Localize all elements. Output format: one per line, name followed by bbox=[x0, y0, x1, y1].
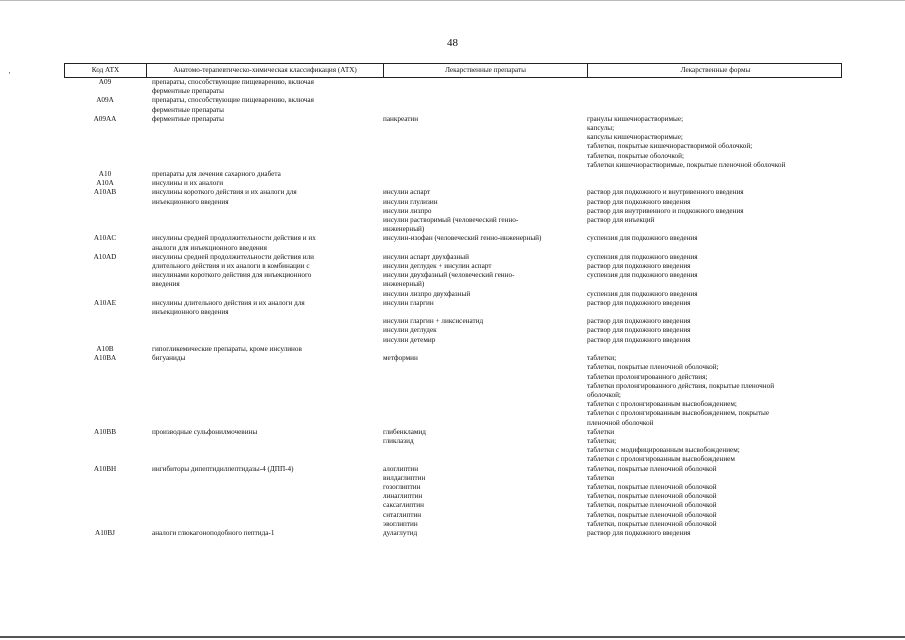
page-number: 48 bbox=[447, 37, 458, 49]
dosage-form-line: раствор для подкожного введения bbox=[587, 298, 691, 307]
classification-line: аналоги глюкагоноподобного пептида-1 bbox=[152, 528, 275, 537]
classification-line: инсулины средней продолжительности действия и их bbox=[152, 234, 316, 243]
dosage-form-line: раствор для подкожного введения bbox=[587, 317, 691, 326]
classification-line: аналоги для инъекционного введения bbox=[152, 243, 267, 252]
drug-line: инсулин деглудек + инсулин аспарт bbox=[383, 262, 492, 271]
classification-line: препараты, способствующие пищеварению, включая bbox=[152, 96, 314, 105]
dosage-form-line: таблетки, покрытые пленочной оболочкой bbox=[587, 464, 717, 473]
dosage-form-cell bbox=[587, 188, 842, 234]
table-row bbox=[64, 179, 842, 188]
classification-line: ферментные препараты bbox=[152, 105, 224, 114]
classification-line: бигуаниды bbox=[152, 354, 186, 363]
classification-cell bbox=[146, 465, 383, 529]
classification-cell bbox=[146, 345, 383, 354]
dosage-form-cell bbox=[587, 299, 842, 345]
drug-cell bbox=[383, 428, 587, 465]
drug-line: инсулин аспарт двухфазный bbox=[383, 252, 469, 261]
table-row bbox=[64, 529, 842, 538]
classification-cell bbox=[146, 179, 383, 188]
drug-line: панкреатин bbox=[383, 114, 419, 123]
classification-line: инсулины длительного действия и их аналоги для bbox=[152, 298, 305, 307]
atc-code: A10BA bbox=[93, 354, 117, 363]
dosage-form-line: таблетки, покрытые пленочной оболочкой; bbox=[587, 363, 719, 372]
drug-line: инсулин гларгин + ликсисенатид bbox=[383, 317, 484, 326]
dosage-form-cell bbox=[587, 78, 842, 96]
table-row bbox=[64, 299, 842, 345]
header-forms: Лекарственные формы bbox=[680, 66, 751, 74]
classification-cell bbox=[146, 115, 383, 170]
dosage-form-line: таблетки с пролонгированным высвобождением, покрытые bbox=[587, 409, 770, 418]
dosage-form-line: таблетки с пролонгированным высвобождением bbox=[587, 455, 735, 464]
drug-line: инсулин-изофан (человеческий генно-инженерный) bbox=[383, 234, 542, 243]
table-body bbox=[64, 78, 842, 538]
drug-line: инсулин деглудек bbox=[383, 326, 437, 335]
classification-cell bbox=[146, 428, 383, 465]
atc-code: A10BJ bbox=[95, 528, 115, 537]
drug-line: ситаглиптин bbox=[383, 510, 422, 519]
bottom-edge-line bbox=[0, 636, 905, 638]
classification-line: инсулинами короткого действия для инъекционного bbox=[152, 271, 312, 280]
drug-cell bbox=[383, 234, 587, 252]
classification-cell bbox=[146, 170, 383, 179]
drug-line: инсулин глулизин bbox=[383, 197, 438, 206]
dosage-form-line: раствор для подкожного и внутривенного введения bbox=[587, 188, 744, 197]
drug-line: инсулин гларгин bbox=[383, 298, 434, 307]
dosage-form-line: оболочкой; bbox=[587, 390, 621, 399]
classification-cell bbox=[146, 354, 383, 428]
dosage-form-line: суспензия для подкожного введения bbox=[587, 271, 698, 280]
drug-cell bbox=[383, 253, 587, 299]
dosage-form-line: таблетки, покрытые пленочной оболочкой bbox=[587, 501, 717, 510]
top-edge-line bbox=[0, 0, 905, 1]
table-row bbox=[64, 428, 842, 465]
drug-line: инсулин аспарт bbox=[383, 188, 431, 197]
classification-line: длительного действия и их аналоги в комбинации с bbox=[152, 262, 310, 271]
classification-line: инъекционного введения bbox=[152, 197, 229, 206]
dosage-form-line: раствор для инъекций bbox=[587, 216, 655, 225]
table-row bbox=[64, 188, 842, 234]
classification-cell bbox=[146, 188, 383, 234]
dosage-form-line bbox=[587, 225, 842, 234]
drug-cell bbox=[383, 115, 587, 170]
dosage-form-line: таблетки bbox=[587, 427, 615, 436]
drug-cell bbox=[383, 354, 587, 428]
dosage-form-line bbox=[587, 280, 842, 289]
drug-cell bbox=[383, 465, 587, 529]
atc-code: A10AC bbox=[93, 234, 117, 243]
classification-cell bbox=[146, 299, 383, 345]
dosage-form-cell bbox=[587, 179, 842, 188]
dosage-form-cell bbox=[587, 529, 842, 538]
dosage-form-line: раствор для подкожного введения bbox=[587, 335, 691, 344]
atc-code: A09AA bbox=[93, 114, 117, 123]
dosage-form-cell bbox=[587, 170, 842, 179]
dosage-form-line: таблетки, покрытые оболочкой; bbox=[587, 151, 684, 160]
drug-line: инсулин лизпро двухфазный bbox=[383, 289, 471, 298]
drug-line: глибенкламид bbox=[383, 427, 426, 436]
atc-code: A10AD bbox=[93, 252, 117, 261]
dosage-form-line: таблетки, покрытые пленочной оболочкой bbox=[587, 519, 717, 528]
atc-code: A10A bbox=[96, 179, 114, 188]
atc-code: A09A bbox=[96, 96, 114, 105]
dosage-form-line: таблетки; bbox=[587, 436, 617, 445]
classification-cell bbox=[146, 234, 383, 252]
drug-line: инсулин лизпро bbox=[383, 206, 432, 215]
classification-cell bbox=[146, 96, 383, 114]
classification-line: препараты, способствующие пищеварению, включая bbox=[152, 78, 314, 86]
table-row bbox=[64, 115, 842, 170]
drug-line: линаглиптин bbox=[383, 492, 423, 501]
dosage-form-line: таблетки пролонгированного действия; bbox=[587, 372, 708, 381]
dosage-form-cell bbox=[587, 96, 842, 114]
classification-cell bbox=[146, 529, 383, 538]
dosage-form-line: капсулы; bbox=[587, 124, 615, 133]
dosage-form-line: раствор для подкожного введения bbox=[587, 262, 691, 271]
dosage-form-line: таблетки bbox=[587, 473, 615, 482]
dosage-form-line: раствор для подкожного введения bbox=[587, 326, 691, 335]
classification-line: инсулины и их аналоги bbox=[152, 179, 224, 188]
drug-line: инженерный) bbox=[383, 280, 425, 289]
drug-line: инсулин растворимый (человеческий генно- bbox=[383, 216, 519, 225]
table-row bbox=[64, 78, 842, 96]
dosage-form-cell bbox=[587, 234, 842, 252]
margin-mark: · bbox=[8, 68, 11, 78]
drug-line: инсулин двухфазный (человеческий генно- bbox=[383, 271, 515, 280]
table-row bbox=[64, 170, 842, 179]
drug-line: эвоглиптин bbox=[383, 519, 418, 528]
atc-code: A10BB bbox=[94, 427, 116, 436]
drug-line: гозоглиптин bbox=[383, 482, 421, 491]
atc-code: A10AE bbox=[94, 298, 116, 307]
classification-line: гипогликемические препараты, кроме инсулинов bbox=[152, 344, 302, 353]
drug-line: метформин bbox=[383, 354, 418, 363]
dosage-form-line: раствор для подкожного введения bbox=[587, 197, 691, 206]
dosage-form-cell bbox=[587, 115, 842, 170]
atc-code: A09 bbox=[98, 78, 112, 86]
atc-table bbox=[64, 63, 842, 538]
dosage-form-line: таблетки с пролонгированным высвобождением; bbox=[587, 400, 737, 409]
table-row bbox=[64, 354, 842, 428]
dosage-form-cell bbox=[587, 354, 842, 428]
dosage-form-line: таблетки с модифицированным высвобождением; bbox=[587, 446, 740, 455]
drug-line: дулаглутид bbox=[383, 528, 418, 537]
dosage-form-cell bbox=[587, 465, 842, 529]
dosage-form-line: таблетки; bbox=[587, 354, 617, 363]
dosage-form-line: таблетки, покрытые пленочной оболочкой bbox=[587, 492, 717, 501]
drug-cell bbox=[383, 345, 587, 354]
dosage-form-line: пленочной оболочкой bbox=[587, 418, 654, 427]
dosage-form-line: гранулы кишечнорастворимые; bbox=[587, 114, 684, 123]
header-code: Код АТХ bbox=[65, 64, 147, 77]
dosage-form-line: таблетки, покрытые кишечнорастворимой оболочкой; bbox=[587, 142, 753, 151]
dosage-form-line: раствор для подкожного введения bbox=[587, 528, 691, 537]
dosage-form-cell bbox=[587, 428, 842, 465]
table-row bbox=[64, 345, 842, 354]
drug-line: вилдаглиптин bbox=[383, 473, 426, 482]
drug-cell bbox=[383, 529, 587, 538]
drug-line: инженерный) bbox=[383, 225, 425, 234]
dosage-form-line: таблетки пролонгированного действия, покрытые пленочной bbox=[587, 381, 775, 390]
classification-line: введения bbox=[152, 280, 180, 289]
dosage-form-line: капсулы кишечнорастворимые; bbox=[587, 133, 683, 142]
drug-cell bbox=[383, 188, 587, 234]
header-drugs: Лекарственные препараты bbox=[384, 64, 588, 77]
dosage-form-cell bbox=[587, 253, 842, 299]
classification-line: инъекционного введения bbox=[152, 308, 229, 317]
atc-code: A10AB bbox=[93, 188, 117, 197]
drug-line: саксаглиптин bbox=[383, 501, 424, 510]
drug-line: алоглиптин bbox=[383, 464, 419, 473]
classification-line: инсулины средней продолжительности действия или bbox=[152, 252, 315, 261]
dosage-form-line: суспензия для подкожного введения bbox=[587, 289, 698, 298]
dosage-form-cell bbox=[587, 345, 842, 354]
classification-line: производные сульфонилмочевины bbox=[152, 427, 258, 436]
drug-cell bbox=[383, 179, 587, 188]
dosage-form-line: таблетки, покрытые пленочной оболочкой bbox=[587, 482, 717, 491]
dosage-form-line: таблетки, покрытые пленочной оболочкой bbox=[587, 510, 717, 519]
drug-line: гликлазид bbox=[383, 436, 414, 445]
classification-line: ферментные препараты bbox=[152, 87, 224, 96]
dosage-form-line: раствор для внутривенного и подкожного введения bbox=[587, 206, 744, 215]
classification-line: препараты для лечения сахарного диабета bbox=[152, 170, 281, 179]
dosage-form-line: таблетки кишечнорастворимые, покрытые пленочной оболочкой bbox=[587, 160, 786, 169]
classification-line: ферментные препараты bbox=[152, 114, 224, 123]
drug-cell bbox=[383, 170, 587, 179]
table-header bbox=[64, 63, 842, 78]
drug-cell bbox=[383, 96, 587, 114]
table-row bbox=[64, 465, 842, 529]
drug-cell bbox=[383, 78, 587, 96]
header-classification: Анатомо-терапевтическо-химическая классификация (АТХ) bbox=[147, 64, 384, 77]
drug-line bbox=[383, 308, 587, 317]
table-row bbox=[64, 253, 842, 299]
dosage-form-line: суспензия для подкожного введения bbox=[587, 252, 698, 261]
dosage-form-line bbox=[587, 308, 842, 317]
classification-cell bbox=[146, 78, 383, 96]
drug-line: инсулин детемир bbox=[383, 335, 436, 344]
drug-cell bbox=[383, 299, 587, 345]
dosage-form-line: суспензия для подкожного введения bbox=[587, 234, 698, 243]
table-row bbox=[64, 96, 842, 114]
table-row bbox=[64, 234, 842, 252]
atc-code: A10BH bbox=[93, 464, 117, 473]
classification-cell bbox=[146, 253, 383, 299]
classification-line: инсулины короткого действия и их аналоги для bbox=[152, 188, 297, 197]
atc-code: A10B bbox=[96, 344, 114, 353]
atc-code: A10 bbox=[98, 170, 112, 179]
classification-line: ингибиторы дипептидилпептидазы-4 (ДПП-4) bbox=[152, 464, 294, 473]
